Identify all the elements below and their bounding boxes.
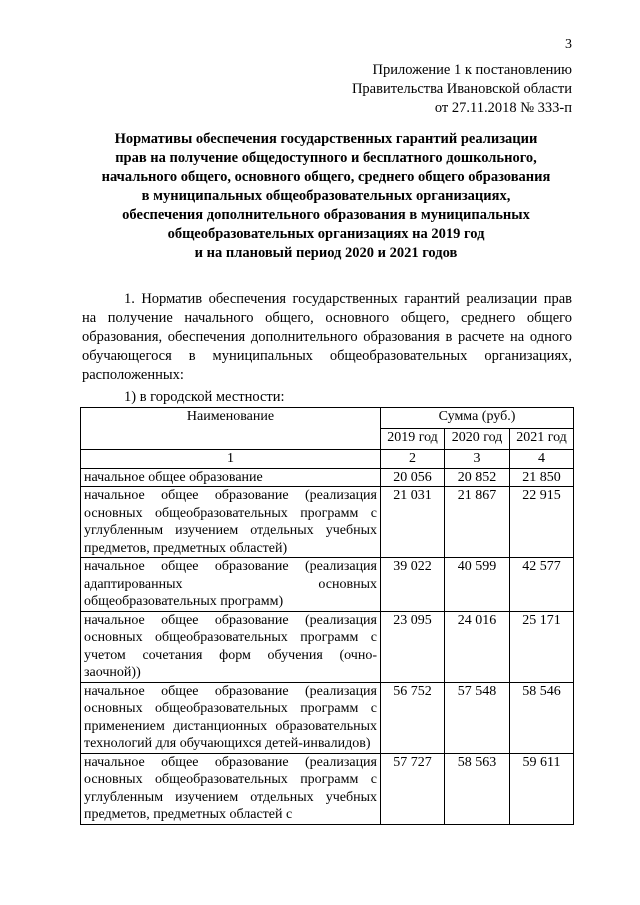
row-value-2020: 57 548 bbox=[445, 682, 510, 753]
table-row bbox=[81, 753, 574, 824]
row-value-2021: 42 577 bbox=[510, 558, 574, 612]
row-value-2021: 58 546 bbox=[510, 682, 574, 753]
row-value-2019: 21 031 bbox=[381, 487, 445, 558]
row-value-2021: 21 850 bbox=[510, 468, 574, 487]
column-index: 2 bbox=[381, 450, 445, 469]
table-row bbox=[81, 611, 574, 682]
row-value-2021: 59 611 bbox=[510, 753, 574, 824]
row-value-2019: 23 095 bbox=[381, 611, 445, 682]
table-row bbox=[81, 487, 574, 558]
subheading: 1) в городской местности: bbox=[124, 389, 285, 405]
header-year-2019: 2019 год bbox=[381, 429, 445, 450]
norms-table bbox=[80, 407, 574, 825]
row-value-2021: 25 171 bbox=[510, 611, 574, 682]
row-value-2020: 21 867 bbox=[445, 487, 510, 558]
title-line: обеспечения дополнительного образования в муниципальных bbox=[122, 207, 530, 223]
appendix-line: Приложение 1 к постановлению bbox=[372, 62, 572, 78]
paragraph-text: 1. Норматив обеспечения государственных гарантий реализации прав на получение начального общего, основного общего, среднего общего образования, обеспечения дополнительного образования в расчете на одного обучающегося в муниципальных общеобразовательных организациях, расположенных: bbox=[82, 291, 572, 383]
row-value-2021: 22 915 bbox=[510, 487, 574, 558]
table-header-row bbox=[81, 408, 574, 429]
row-name: начальное общее образование (реализация основных общеобразовательных программ с углубленным изучением отдельных учебных предметов, предметных областей) bbox=[81, 487, 381, 558]
row-name: начальное общее образование bbox=[81, 468, 381, 487]
page-number: 3 bbox=[565, 37, 572, 52]
appendix-reference bbox=[352, 61, 572, 118]
table-row bbox=[81, 468, 574, 487]
row-name: начальное общее образование (реализация основных общеобразовательных программ с учетом сочетания форм обучения (очно-заочной)) bbox=[81, 611, 381, 682]
body-paragraph bbox=[82, 290, 572, 385]
title-line: общеобразовательных организациях на 2019 год bbox=[167, 226, 485, 242]
column-index: 4 bbox=[510, 450, 574, 469]
row-value-2019: 39 022 bbox=[381, 558, 445, 612]
table-row bbox=[81, 682, 574, 753]
row-value-2020: 40 599 bbox=[445, 558, 510, 612]
row-value-2020: 20 852 bbox=[445, 468, 510, 487]
row-value-2019: 57 727 bbox=[381, 753, 445, 824]
title-line: Нормативы обеспечения государственных гарантий реализации bbox=[114, 131, 538, 147]
column-index: 3 bbox=[445, 450, 510, 469]
row-name: начальное общее образование (реализация адаптированных основных общеобразовательных программ) bbox=[81, 558, 381, 612]
row-name: начальное общее образование (реализация основных общеобразовательных программ с применением дистанционных образовательных технологий для обучающихся детей-инвалидов) bbox=[81, 682, 381, 753]
row-value-2020: 24 016 bbox=[445, 611, 510, 682]
row-value-2019: 56 752 bbox=[381, 682, 445, 753]
table-row bbox=[81, 558, 574, 612]
document-title bbox=[80, 130, 572, 263]
header-year-2021: 2021 год bbox=[510, 429, 574, 450]
title-line: прав на получение общедоступного и бесплатного дошкольного, bbox=[115, 150, 537, 166]
table-index-row bbox=[81, 450, 574, 469]
header-year-2020: 2020 год bbox=[445, 429, 510, 450]
row-value-2019: 20 056 bbox=[381, 468, 445, 487]
header-sum: Сумма (руб.) bbox=[381, 408, 574, 429]
header-name: Наименование bbox=[81, 408, 381, 450]
appendix-line: от 27.11.2018 № 333-п bbox=[434, 100, 572, 116]
appendix-line: Правительства Ивановской области bbox=[351, 81, 572, 97]
title-line: начального общего, основного общего, среднего общего образования bbox=[101, 169, 551, 185]
row-name: начальное общее образование (реализация основных общеобразовательных программ с углубленным изучением отдельных учебных предметов, предметных областей с bbox=[81, 753, 381, 824]
title-line: и на плановый период 2020 и 2021 годов bbox=[194, 245, 458, 261]
row-value-2020: 58 563 bbox=[445, 753, 510, 824]
column-index: 1 bbox=[81, 450, 381, 469]
title-line: в муниципальных общеобразовательных организациях, bbox=[141, 188, 511, 204]
